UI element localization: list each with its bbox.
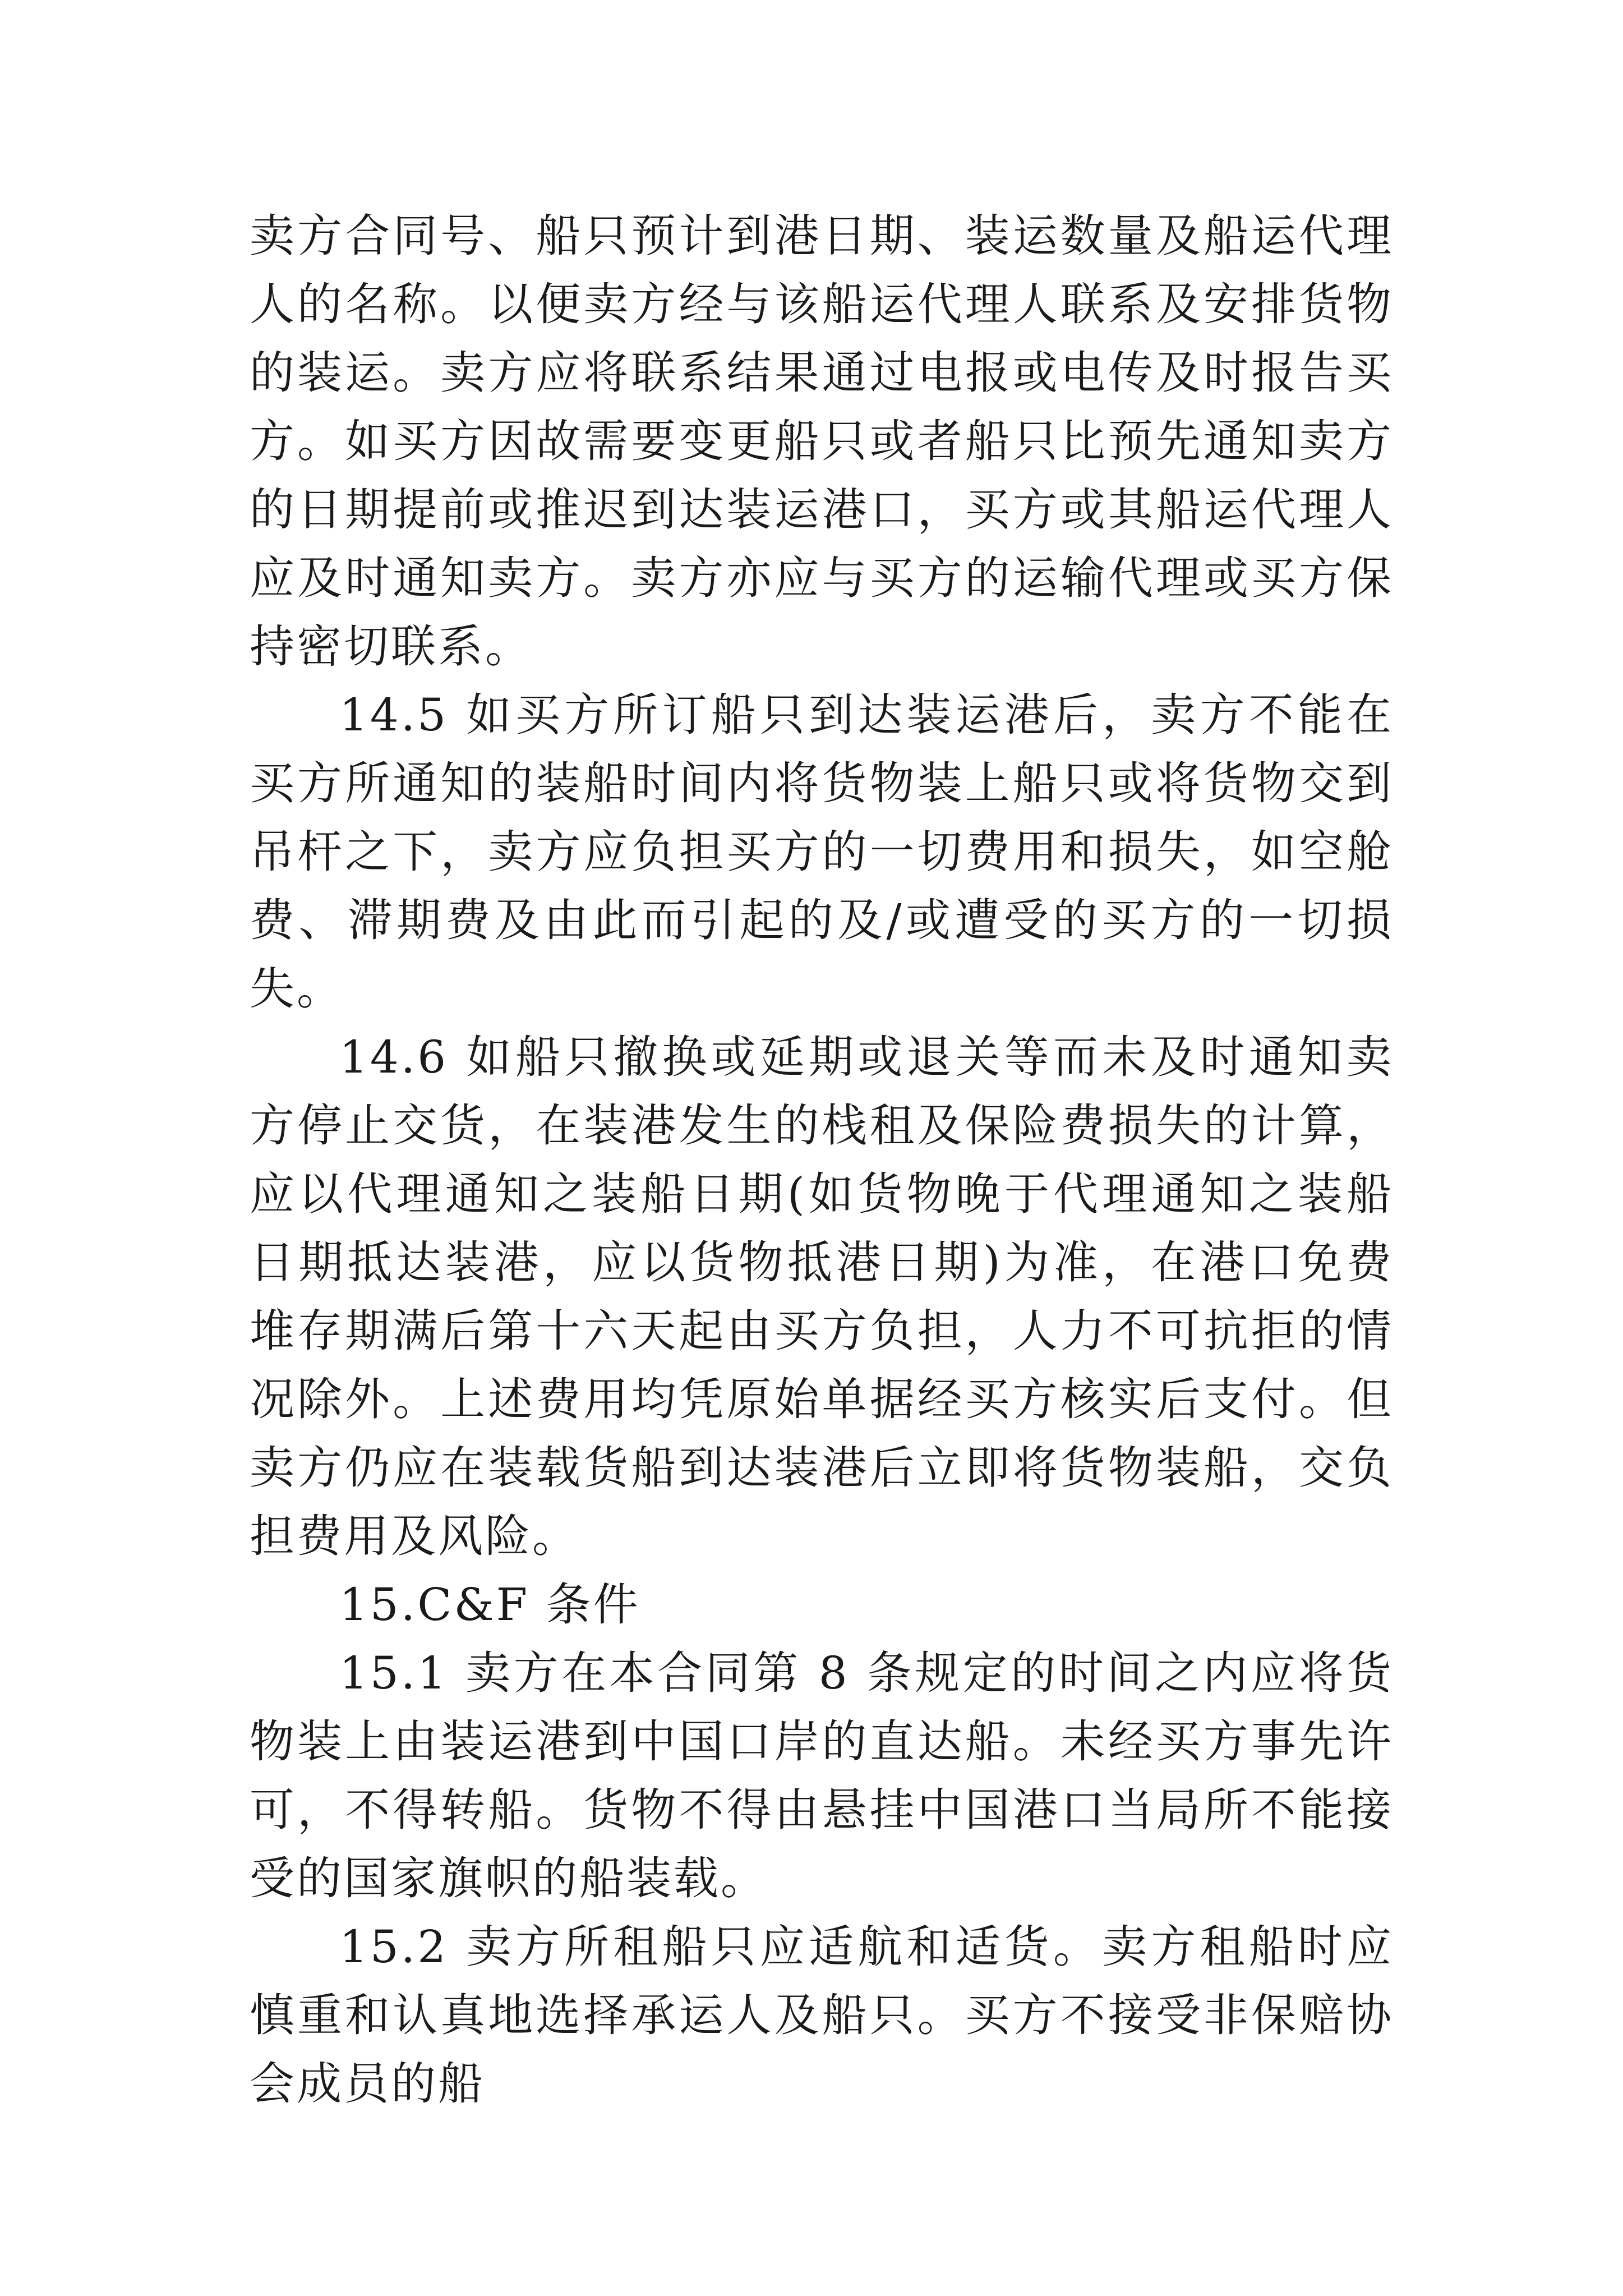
paragraph-clause-14-6: 14.6 如船只撤换或延期或退关等而未及时通知卖方停止交货，在装港发生的栈租及保险费损失的计算，应以代理通知之装船日期(如货物晚于代理通知之装船日期抵达装港，应以货物抵港日期)为准，在港口免费堆存期满后第十六天起由买方负担，人力不可抗拒的情况除外。上述费用均凭原始单据经买方核实后支付。但卖方仍应在装载货船到达装港后立即将货物装船，交负担费用及风险。 xyxy=(250,1031,1394,1562)
paragraph-continued-shipping-notice: 卖方合同号、船只预计到港日期、装运数量及船运代理人的名称。以便卖方经与该船运代理人联系及安排货物的装运。卖方应将联系结果通过电报或电传及时报告买方。如买方因故需要变更船只或者船只比预先通知卖方的日期提前或推迟到达装运港口，买方或其船运代理人应及时通知卖方。卖方亦应与买方的运输代理或买方保持密切联系。 xyxy=(250,210,1394,673)
document-body xyxy=(250,202,1394,2118)
paragraph-clause-15-1: 15.1 卖方在本合同第 8 条规定的时间之内应将货物装上由装运港到中国口岸的直达船。未经买方事先许可，不得转船。货物不得由悬挂中国港口当局所不能接受的国家旗帜的船装载。 xyxy=(250,1647,1394,1904)
paragraph-clause-14-5: 14.5 如买方所订船只到达装运港后，卖方不能在买方所通知的装船时间内将货物装上船只或将货物交到吊杆之下，卖方应负担买方的一切费用和损失，如空舱费、滞期费及由此而引起的及/或遭受的买方的一切损失。 xyxy=(250,689,1394,1015)
section-heading-15: 15.C&F 条件 xyxy=(339,1579,640,1631)
paragraph-clause-15-2: 15.2 卖方所租船只应适航和适货。卖方租船时应慎重和认真地选择承运人及船只。买方不接受非保赔协会成员的船 xyxy=(250,1921,1394,2110)
